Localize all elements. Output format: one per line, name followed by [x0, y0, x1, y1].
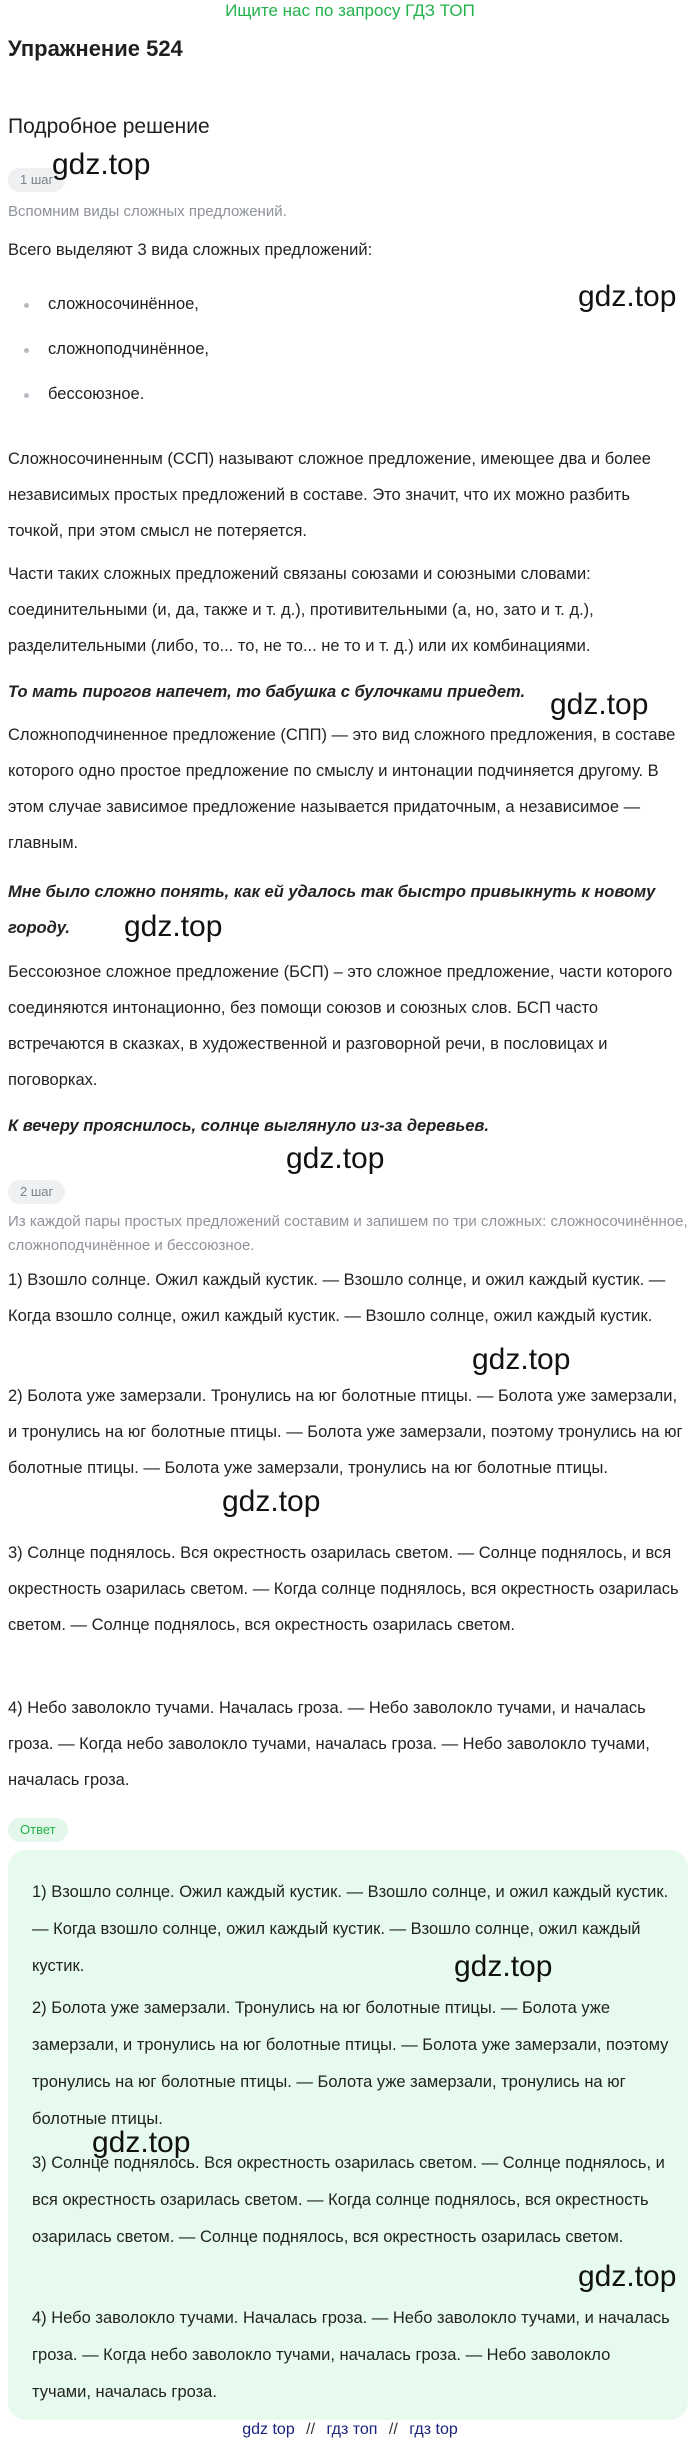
- page-title: Упражнение 524: [8, 36, 183, 61]
- watermark: gdz.top: [222, 1485, 321, 1518]
- footer-separator: //: [388, 2421, 398, 2438]
- ssp-parts: Части таких сложных предложений связаны союзами и союзными словами: соединительными (и, да, также и т. д.), противительными (а, но, зато и т. д.), разделительными (либо, то... то, не то... не то и т. д.) или их комбинациями.: [8, 565, 594, 655]
- footer-link[interactable]: gdz top: [242, 2421, 295, 2438]
- spp-example: Мне было сложно понять, как ей удалось так быстро привыкнуть к новому городу.: [8, 883, 656, 937]
- step-2-item-4: 4) Небо заволокло тучами. Началась гроза. — Небо заволокло тучами, и началась гроза. — Когда небо заволокло тучами, началась гроза. — Небо заволокло тучами, началась гроза.: [8, 1699, 650, 1789]
- answer-item-3: 3) Солнце поднялось. Вся окрестность озарилась светом. — Солнце поднялось, и вся окрестность озарилась светом. — Когда солнце поднялось, вся окрестность озарилась светом. — Солнце поднялось, вся окрестность озарилась светом.: [32, 2154, 665, 2246]
- step-2-label: 2 шаг: [8, 1180, 65, 1204]
- step-2-item-2: 2) Болота уже замерзали. Тронулись на юг болотные птицы. — Болота уже замерзали, и тронулись на юг болотные птицы. — Болота уже замерзали, поэтому тронулись на юг болотные птицы. — Болота уже замерзали, тронулись на юг болотные птицы.: [8, 1387, 683, 1477]
- bsp-definition: Бессоюзное сложное предложение (БСП) – это сложное предложение, части которого соединяются интонационно, без помощи союзов и союзных слов. БСП часто встречаются в сказках, в художественной и разговорной речи, в пословицах и поговорках.: [8, 963, 673, 1089]
- step-2-item-1: 1) Взошло солнце. Ожил каждый кустик. — Взошло солнце, и ожил каждый кустик. — Когда взошло солнце, ожил каждый кустик. — Взошло солнце, ожил каждый кустик.: [8, 1271, 666, 1325]
- ssp-definition: Сложносочиненным (ССП) называют сложное предложение, имеющее два и более независимых простых предложений в составе. Это значит, что их можно разбить точкой, при этом смысл не потеряется.: [8, 450, 651, 540]
- bsp-example: К вечеру прояснилось, солнце выглянуло из-за деревьев.: [8, 1117, 489, 1135]
- answer-badge: [8, 1818, 68, 1842]
- step-1-intro: Всего выделяют 3 вида сложных предложений:: [8, 241, 373, 259]
- list-item: бессоюзное.: [20, 376, 209, 421]
- watermark: gdz.top: [472, 1343, 571, 1376]
- step-1-note: Вспомним виды сложных предложений.: [8, 203, 287, 220]
- watermark: gdz.top: [454, 1950, 553, 1983]
- step-2-item-3: 3) Солнце поднялось. Вся окрестность озарилась светом. — Солнце поднялось, и вся окрестность озарилась светом. — Когда солнце поднялось, вся окрестность озарилась светом. — Солнце поднялось, вся окрестность озарилась светом.: [8, 1544, 679, 1634]
- watermark: gdz.top: [52, 148, 151, 181]
- step-2-note: Из каждой пары простых предложений составим и запишем по три сложных: сложносочинённое, сложноподчинённое и бессоюзное.: [8, 1213, 688, 1254]
- list-item: сложносочинённое,: [20, 286, 209, 331]
- sentence-types-list: [20, 286, 209, 421]
- answer-item-2: 2) Болота уже замерзали. Тронулись на юг болотные птицы. — Болота уже замерзали, и тронулись на юг болотные птицы. — Болота уже замерзали, поэтому тронулись на юг болотные птицы. — Болота уже замерзали, тронулись на юг болотные птицы.: [32, 1999, 669, 2128]
- footer-link[interactable]: гдз top: [409, 2421, 458, 2438]
- watermark: gdz.top: [578, 2260, 677, 2293]
- spp-definition: Сложноподчиненное предложение (СПП) — это вид сложного предложения, в составе которого одно простое предложение по смыслу и интонации подчиняется другому. В этом случае зависимое предложение называется придаточным, а независимое — главным.: [8, 726, 676, 852]
- watermark: gdz.top: [578, 280, 677, 313]
- watermark: gdz.top: [550, 688, 649, 721]
- answer-item-4: 4) Небо заволокло тучами. Началась гроза. — Небо заволокло тучами, и началась гроза. — Когда небо заволокло тучами, началась гроза. — Небо заволокло тучами, началась гроза.: [32, 2309, 670, 2401]
- footer-link[interactable]: гдз топ: [326, 2421, 378, 2438]
- step-2-badge: [8, 1180, 65, 1204]
- list-item: сложноподчинённое,: [20, 331, 209, 376]
- search-hint-link[interactable]: Ищите нас по запросу ГДЗ ТОП: [225, 1, 475, 20]
- step-1-label: 1 шаг: [8, 168, 65, 192]
- footer-links: [0, 2420, 700, 2440]
- answer-item-1: 1) Взошло солнце. Ожил каждый кустик. — Взошло солнце, и ожил каждый кустик. — Когда взошло солнце, ожил каждый кустик. — Взошло солнце, ожил каждый кустик.: [32, 1883, 669, 1975]
- ssp-example: То мать пирогов напечет, то бабушка с булочками приедет.: [8, 683, 526, 701]
- watermark: gdz.top: [124, 910, 223, 943]
- answer-label: Ответ: [8, 1818, 68, 1842]
- watermark: gdz.top: [92, 2126, 191, 2159]
- watermark: gdz.top: [286, 1142, 385, 1175]
- footer-separator: //: [306, 2421, 316, 2438]
- section-title: Подробное решение: [8, 115, 210, 138]
